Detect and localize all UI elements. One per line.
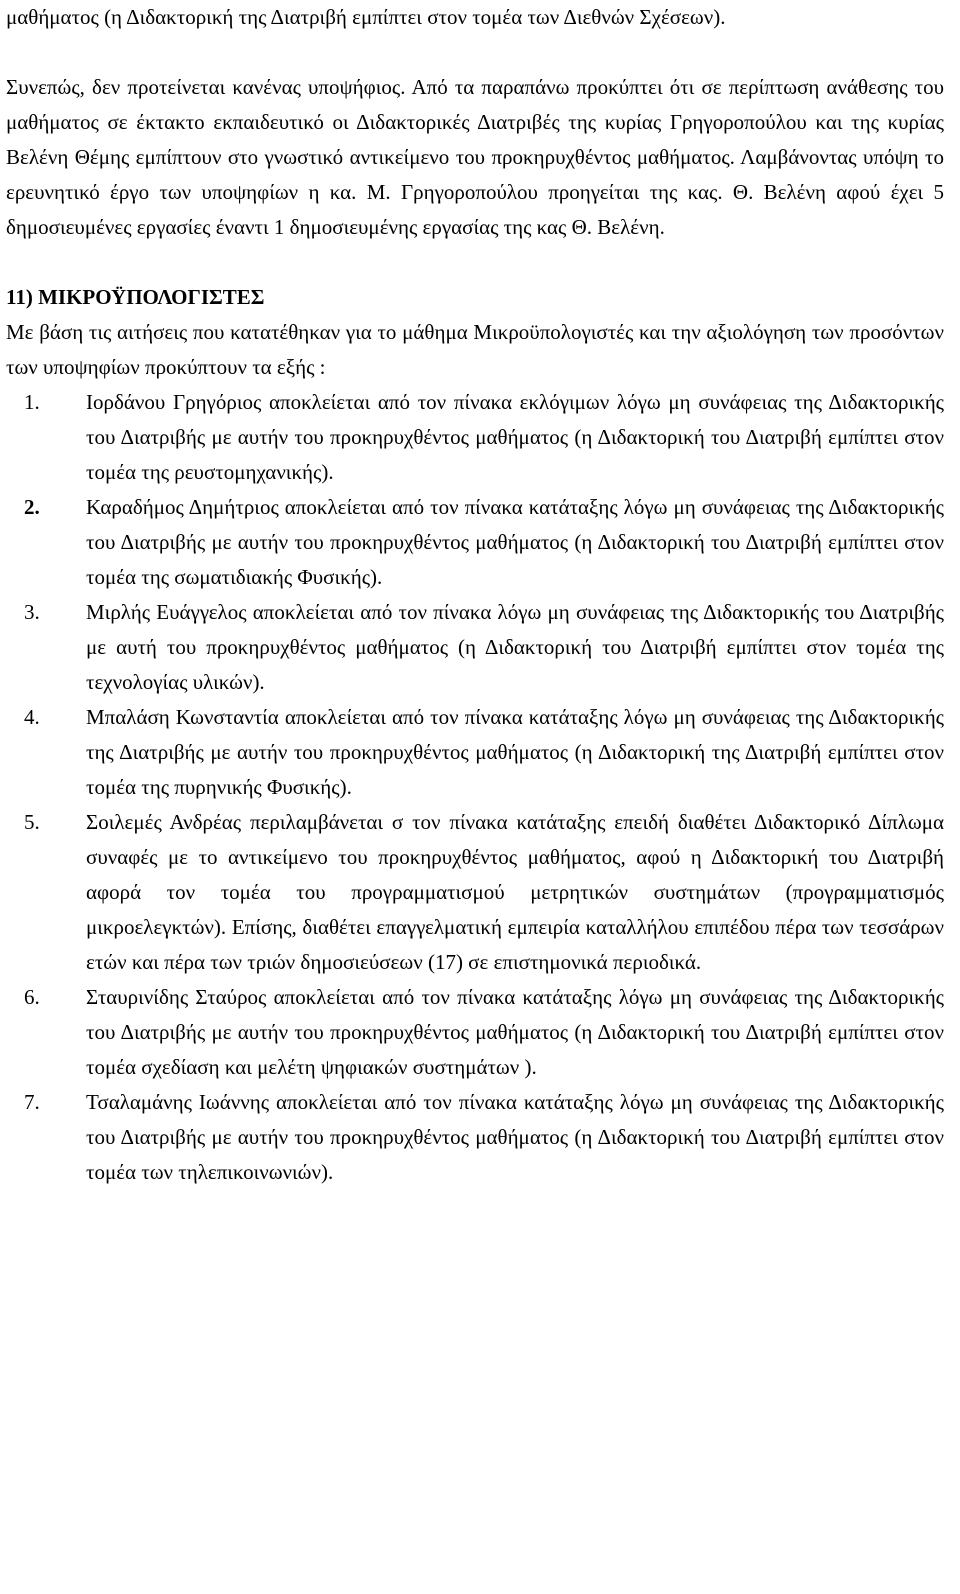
item-text: Τσαλαμάνης Ιωάννης αποκλείεται από τον πίνακα κατάταξης λόγω μη συνάφειας της Διδακτορικής του Διατριβής με αυτήν του προκηρυχθέντος μαθήματος (η Διδακτορική του Διατριβή εμπίπτει στον τομέα των τηλεπικοινωνιών).	[86, 1090, 944, 1184]
intro-paragraph-2: Συνεπώς, δεν προτείνεται κανένας υποψήφιος. Από τα παραπάνω προκύπτει ότι σε περίπτωση ανάθεσης του μαθήματος σε έκτακτο εκπαιδευτικό οι Διδακτορικές Διατριβές της κυρίας Γρηγοροπούλου και της κυρίας Βελένη Θέμης εμπίπτουν στο γνωστικό αντικείμενο του προκηρυχθέντος μαθήματος. Λαμβάνοντας υπόψη το ερευνητικό έργο των υποψηφίων η κα. Μ. Γρηγοροπούλου προηγείται της κας. Θ. Βελένη αφού έχει 5 δημοσιευμένες εργασίες έναντι 1 δημοσιευμένης εργασίας της κας Θ. Βελένη.	[6, 75, 944, 239]
list-item	[6, 490, 944, 595]
list-item	[6, 1085, 944, 1190]
item-number: 2.	[24, 495, 40, 519]
item-number: 3.	[24, 600, 40, 624]
item-text: Σταυρινίδης Σταύρος αποκλείεται από τον πίνακα κατάταξης λόγω μη συνάφειας της Διδακτορικής του Διατριβής με αυτήν του προκηρυχθέντος μαθήματος (η Διδακτορική του Διατριβή εμπίπτει στον τομέα σχεδίαση και μελέτη ψηφιακών συστημάτων ).	[86, 985, 944, 1079]
list-item	[6, 385, 944, 490]
item-number: 5.	[24, 810, 40, 834]
list-item	[6, 805, 944, 980]
item-number: 6.	[24, 985, 40, 1009]
section-intro: Με βάση τις αιτήσεις που κατατέθηκαν για το μάθημα Μικροϋπολογιστές και την αξιολόγηση των προσόντων των υποψηφίων προκύπτουν τα εξής :	[6, 320, 944, 379]
section-heading: 11) ΜΙΚΡΟΫΠΟΛΟΓΙΣΤΕΣ	[6, 285, 265, 309]
item-number: 4.	[24, 705, 40, 729]
item-text: Μιρλής Ευάγγελος αποκλείεται από τον πίνακα λόγω μη συνάφειας της Διδακτορικής του Διατριβής με αυτή του προκηρυχθέντος μαθήματος (η Διδακτορική του Διατριβή εμπίπτει στον τομέα της τεχνολογίας υλικών).	[86, 600, 944, 694]
list-item	[6, 595, 944, 700]
blank-line	[6, 35, 944, 70]
intro-paragraph-1: μαθήματος (η Διδακτορική της Διατριβή εμπίπτει στον τομέα των Διεθνών Σχέσεων).	[6, 5, 726, 29]
item-text: Μπαλάση Κωνσταντία αποκλείεται από τον πίνακα κατάταξης λόγω μη συνάφειας της Διδακτορικής της Διατριβής με αυτήν του προκηρυχθέντος μαθήματος (η Διδακτορική της Διατριβή εμπίπτει στον τομέα της πυρηνικής Φυσικής).	[86, 705, 944, 799]
list-item	[6, 980, 944, 1085]
item-number: 7.	[24, 1090, 40, 1114]
item-text: Καραδήμος Δημήτριος αποκλείεται από τον πίνακα κατάταξης λόγω μη συνάφειας της Διδακτορικής του Διατριβής με αυτήν του προκηρυχθέντος μαθήματος (η Διδακτορική του Διατριβή εμπίπτει στον τομέα της σωματιδιακής Φυσικής).	[86, 495, 944, 589]
item-text: Σοιλεμές Ανδρέας περιλαμβάνεται σ τον πίνακα κατάταξης επειδή διαθέτει Διδακτορικό Δίπλωμα συναφές με το αντικείμενο του προκηρυχθέντος μαθήματος, αφού η Διδακτορική του Διατριβή αφορά τον τομέα του προγραμματισμού μετρητικών συστημάτων (προγραμματισμός μικροελεγκτών). Επίσης, διαθέτει επαγγελματική εμπειρία καταλλήλου επιπέδου πέρα των τεσσάρων ετών και πέρα των τριών δημοσιεύσεων (17) σε επιστημονικά περιοδικά.	[86, 810, 944, 974]
blank-line	[6, 245, 944, 280]
item-text: Ιορδάνου Γρηγόριος αποκλείεται από τον πίνακα εκλόγιμων λόγω μη συνάφειας της Διδακτορικής του Διατριβής με αυτήν του προκηρυχθέντος μαθήματος (η Διδακτορική του Διατριβή εμπίπτει στον τομέα της ρευστομηχανικής).	[86, 390, 944, 484]
list-item	[6, 700, 944, 805]
item-number: 1.	[24, 390, 40, 414]
candidate-list	[6, 385, 944, 1190]
